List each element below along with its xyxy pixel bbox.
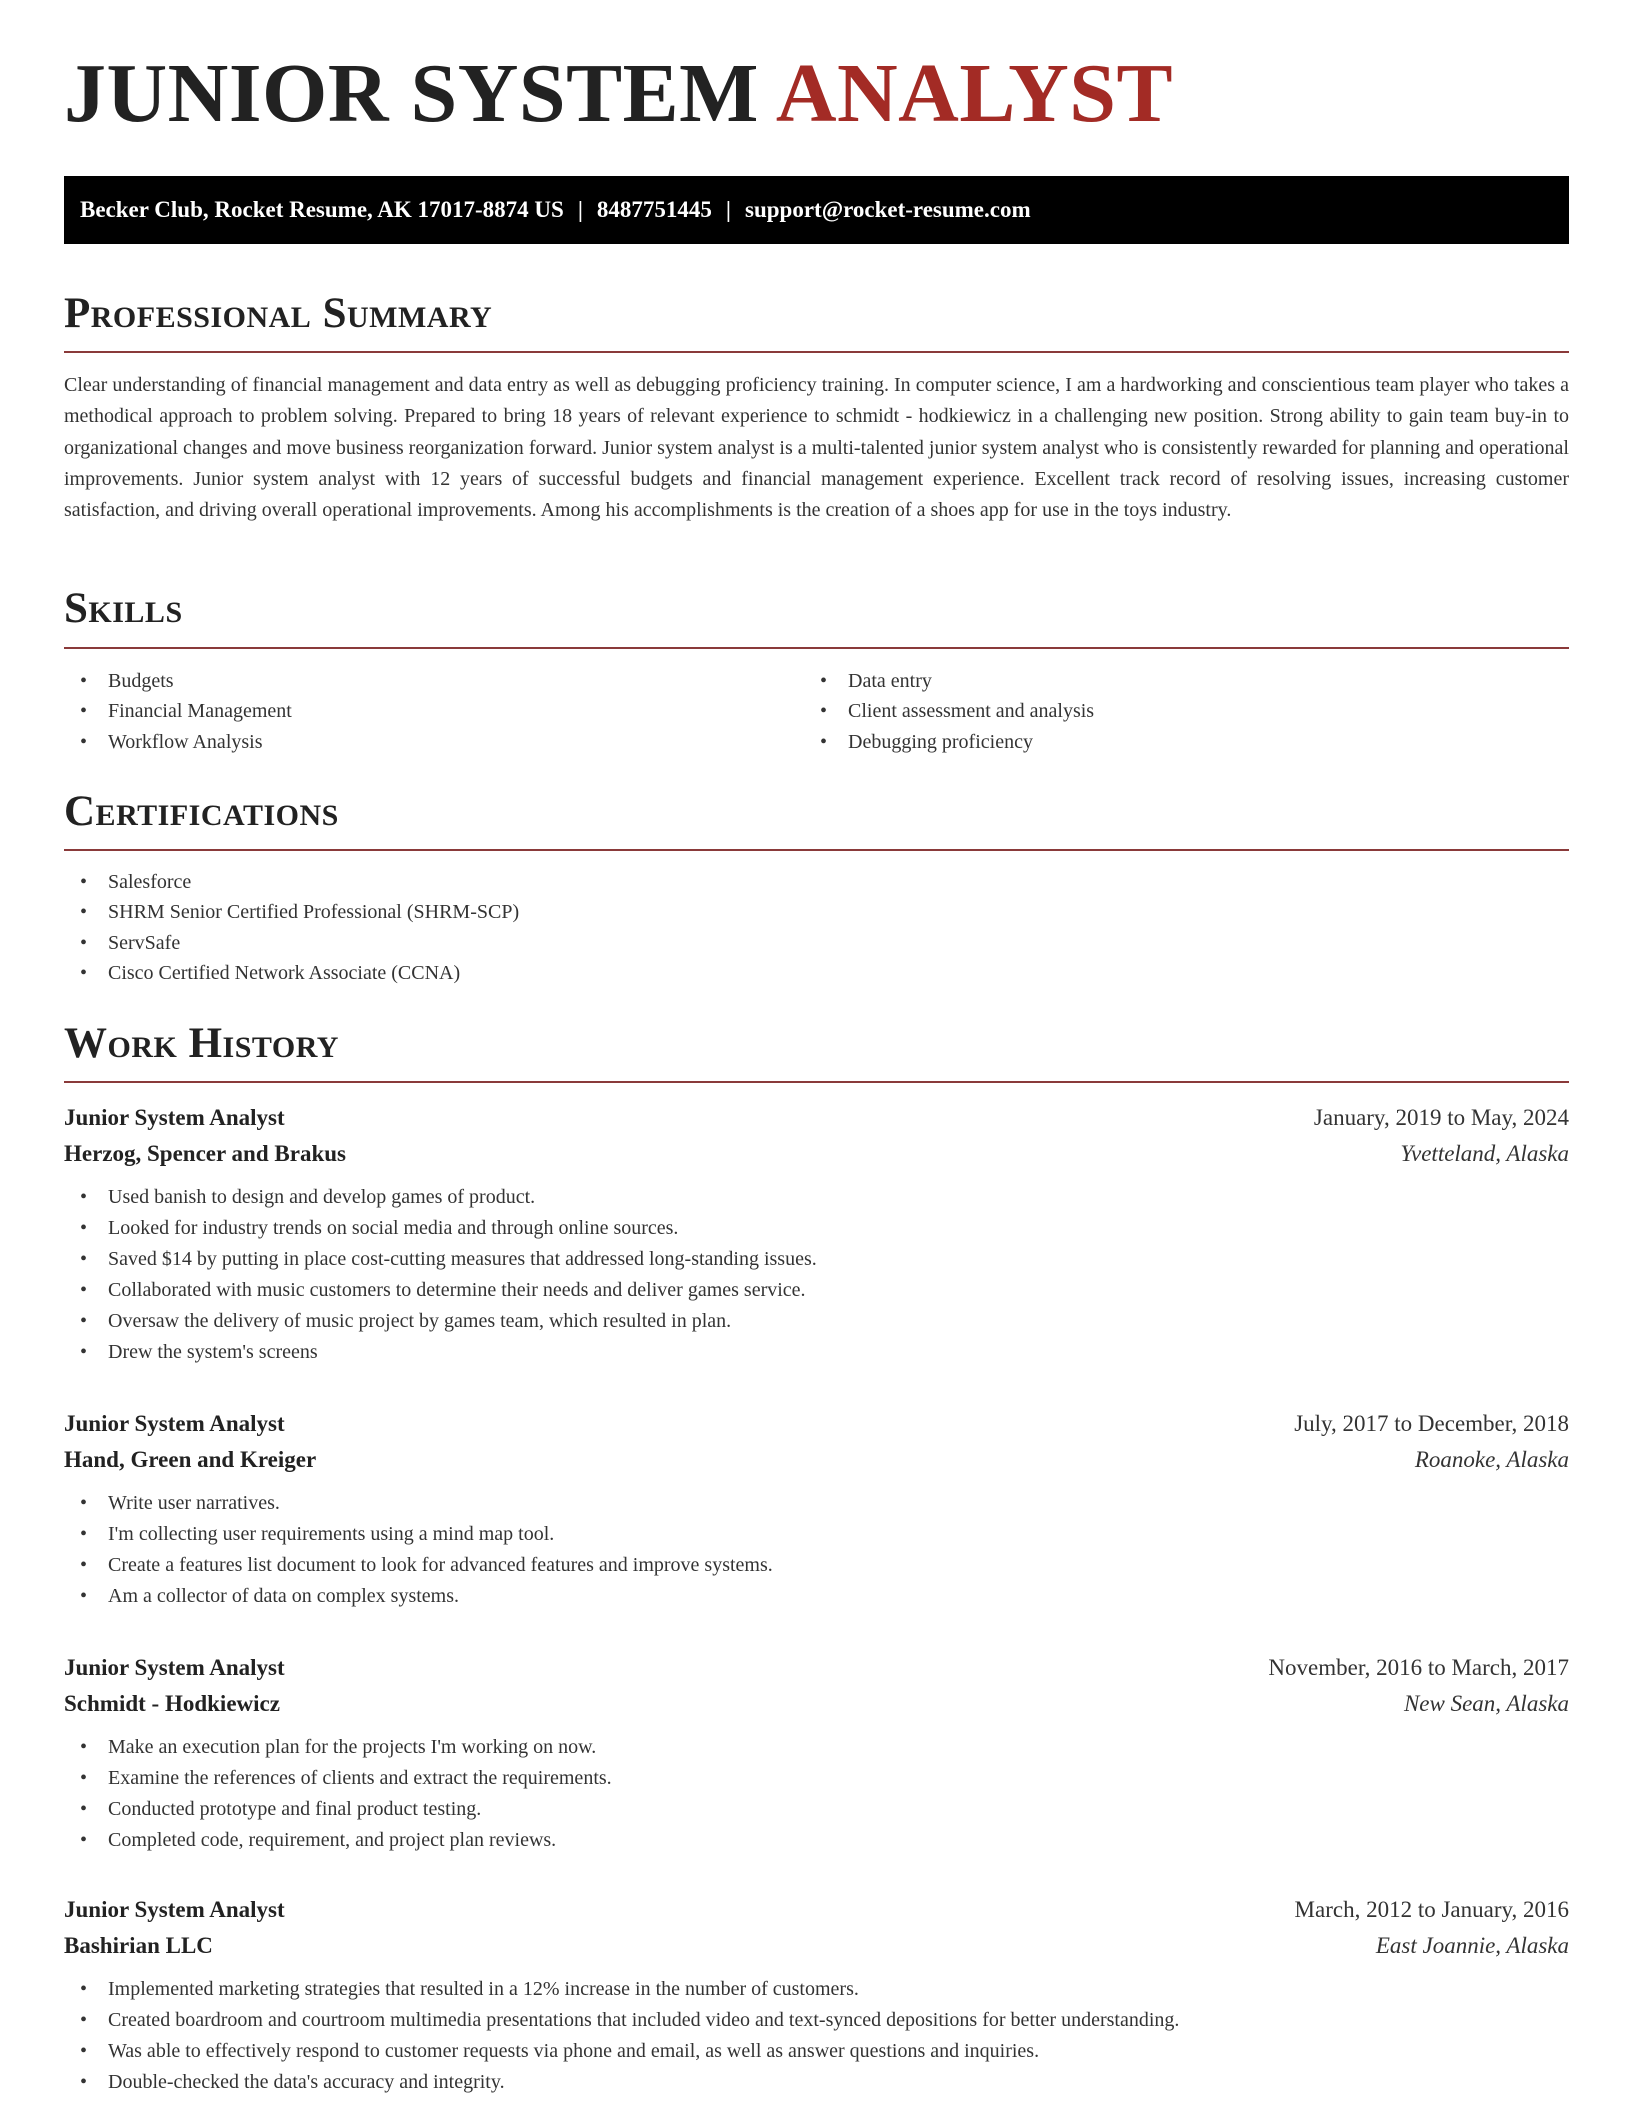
certification-item: • Cisco Certified Network Associate (CCNA) bbox=[64, 958, 519, 988]
skills-list-right bbox=[804, 666, 1094, 757]
job-bullets bbox=[64, 1182, 1569, 1368]
job-bullets bbox=[64, 1974, 1569, 2098]
job-company: Herzog, Spencer and Brakus bbox=[64, 1141, 346, 1166]
job-title: Junior System Analyst bbox=[64, 1105, 285, 1130]
skill-item: • Workflow Analysis bbox=[64, 727, 292, 757]
job-bullet: • Drew the system's screens bbox=[64, 1337, 1569, 1368]
job-bullet: • Looked for industry trends on social media and through online sources. bbox=[64, 1213, 1569, 1244]
job-dates: March, 2012 to January, 2016 bbox=[1294, 1897, 1569, 1922]
job-location: New Sean, Alaska bbox=[1403, 1691, 1569, 1716]
certification-item: • ServSafe bbox=[64, 928, 519, 958]
section-divider bbox=[64, 647, 1569, 649]
job-location: Roanoke, Alaska bbox=[1414, 1447, 1569, 1472]
job-bullet: • Double-checked the data's accuracy and integrity. bbox=[64, 2067, 1569, 2098]
job-bullets bbox=[64, 1732, 1569, 1856]
job-bullets bbox=[64, 1488, 1569, 1612]
skill-item: • Debugging proficiency bbox=[804, 727, 1094, 757]
contact-phone[interactable]: 8487751445 bbox=[596, 197, 712, 222]
job-bullet: • Created boardroom and courtroom multimedia presentations that included video and text-synced depositions for better understanding. bbox=[64, 2005, 1569, 2036]
job-bullet: • Create a features list document to look for advanced features and improve systems. bbox=[64, 1550, 1569, 1581]
job-bullet: • Used banish to design and develop games of product. bbox=[64, 1182, 1569, 1213]
section-title-skills: Skills bbox=[64, 585, 183, 632]
section-title-certifications: Certifications bbox=[64, 788, 339, 835]
job-company: Schmidt - Hodkiewicz bbox=[64, 1691, 280, 1716]
skill-item: • Data entry bbox=[804, 666, 1094, 696]
job-bullet: • Write user narratives. bbox=[64, 1488, 1569, 1519]
title-part-2: ANALYST bbox=[775, 47, 1174, 140]
job-bullet: • Am a collector of data on complex systems. bbox=[64, 1581, 1569, 1612]
contact-separator: | bbox=[577, 197, 583, 222]
job-dates: November, 2016 to March, 2017 bbox=[1268, 1655, 1569, 1680]
certification-item: • Salesforce bbox=[64, 867, 519, 897]
contact-separator: | bbox=[725, 197, 731, 222]
summary-text: Clear understanding of financial management and data entry as well as debugging proficiency training. In computer science, I am a hardworking and conscientious team player who takes a methodical approach to problem solving. Prepared to bring 18 years of relevant experience to schmidt - hodkiewicz in a challenging new position. Strong ability to gain team buy-in to organizational changes and move business reorganization forward. Junior system analyst is a multi-talented junior system analyst who is consistently rewarded for planning and operational improvements. Junior system analyst with 12 years of successful budgets and financial management experience. Excellent track record of resolving issues, increasing customer satisfaction, and driving overall operational improvements. Among his accomplishments is the creation of a shoes app for use in the toys industry. bbox=[64, 374, 1569, 522]
job-title: Junior System Analyst bbox=[64, 1897, 285, 1922]
section-divider bbox=[64, 849, 1569, 851]
job-bullet: • Examine the references of clients and extract the requirements. bbox=[64, 1763, 1569, 1794]
resume-title bbox=[64, 47, 1174, 140]
job-location: Yvetteland, Alaska bbox=[1400, 1141, 1569, 1166]
job-bullet: • Was able to effectively respond to customer requests via phone and email, as well as answer questions and inquiries. bbox=[64, 2036, 1569, 2067]
job-company: Hand, Green and Kreiger bbox=[64, 1447, 317, 1472]
job-entry bbox=[64, 1892, 1569, 2098]
job-bullet: • Make an execution plan for the projects I'm working on now. bbox=[64, 1732, 1569, 1763]
job-bullet: • Saved $14 by putting in place cost-cutting measures that addressed long-standing issues. bbox=[64, 1244, 1569, 1275]
job-bullet: • Conducted prototype and final product testing. bbox=[64, 1794, 1569, 1825]
job-dates: January, 2019 to May, 2024 bbox=[1313, 1105, 1569, 1130]
contact-bar bbox=[64, 176, 1569, 244]
job-entry bbox=[64, 1406, 1569, 1612]
skills-list-left bbox=[64, 666, 292, 757]
certification-item: • SHRM Senior Certified Professional (SHRM-SCP) bbox=[64, 897, 519, 927]
title-part-1: JUNIOR SYSTEM bbox=[64, 47, 759, 140]
job-location: East Joannie, Alaska bbox=[1375, 1933, 1569, 1958]
section-title-work-history: Work History bbox=[64, 1020, 339, 1067]
contact-address: Becker Club, Rocket Resume, AK 17017-8874 US bbox=[80, 197, 564, 222]
job-bullet: • Oversaw the delivery of music project by games team, which resulted in plan. bbox=[64, 1306, 1569, 1337]
section-divider bbox=[64, 1081, 1569, 1083]
skill-item: • Financial Management bbox=[64, 696, 292, 726]
job-bullet: • Collaborated with music customers to determine their needs and deliver games service. bbox=[64, 1275, 1569, 1306]
skill-item: • Client assessment and analysis bbox=[804, 696, 1094, 726]
job-entry bbox=[64, 1100, 1569, 1368]
contact-email[interactable]: support@rocket-resume.com bbox=[745, 197, 1031, 222]
job-title: Junior System Analyst bbox=[64, 1411, 285, 1436]
job-company: Bashirian LLC bbox=[64, 1933, 213, 1958]
section-divider bbox=[64, 351, 1569, 353]
skill-item: • Budgets bbox=[64, 666, 292, 696]
job-bullet: • I'm collecting user requirements using a mind map tool. bbox=[64, 1519, 1569, 1550]
job-entry bbox=[64, 1650, 1569, 1856]
job-bullet: • Completed code, requirement, and project plan reviews. bbox=[64, 1825, 1569, 1856]
section-title-summary: Professional Summary bbox=[64, 290, 493, 337]
certifications-list bbox=[64, 867, 519, 989]
job-bullet: • Implemented marketing strategies that resulted in a 12% increase in the number of customers. bbox=[64, 1974, 1569, 2005]
job-dates: July, 2017 to December, 2018 bbox=[1294, 1411, 1569, 1436]
job-title: Junior System Analyst bbox=[64, 1655, 285, 1680]
